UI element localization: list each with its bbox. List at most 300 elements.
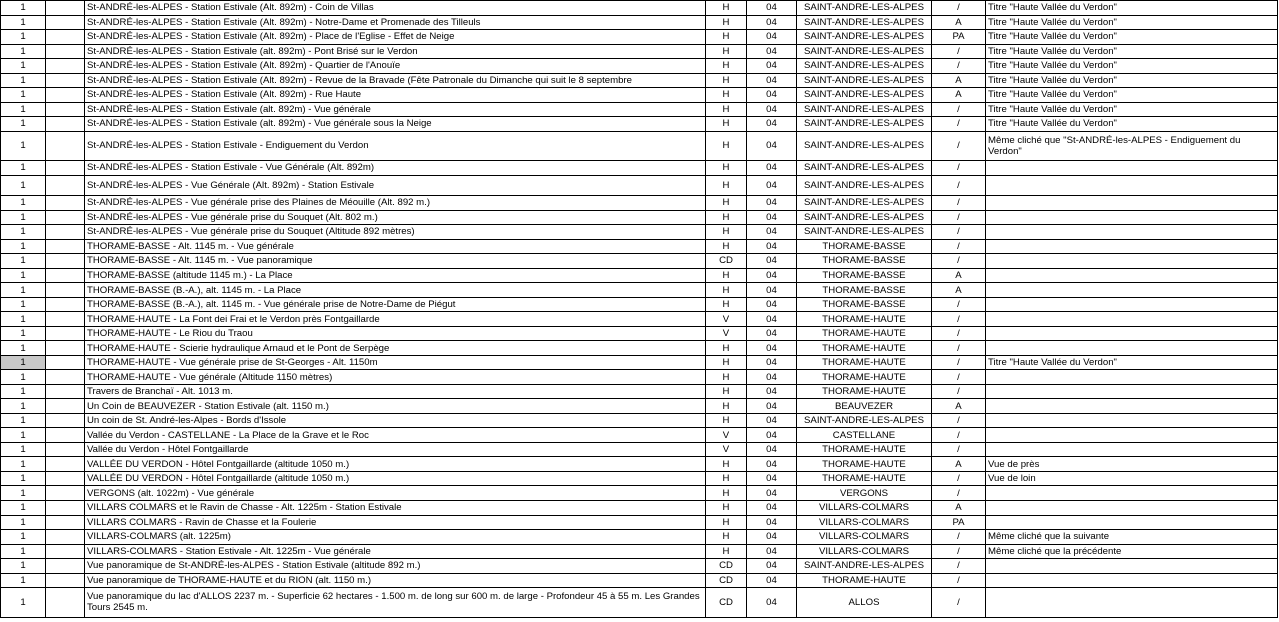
- format-cell: H: [706, 1, 747, 16]
- condition-cell: /: [932, 428, 986, 443]
- note-cell: [986, 239, 1278, 254]
- condition-cell: /: [932, 471, 986, 486]
- city-cell: SAINT-ANDRE-LES-ALPES: [797, 30, 932, 45]
- department-cell: 04: [747, 1, 797, 16]
- blank-cell: [46, 399, 85, 414]
- table-row: [1, 442, 1278, 457]
- title-cell: THORAME-HAUTE - Scierie hydraulique Arnaud et le Pont de Serpège: [85, 341, 706, 356]
- blank-cell: [46, 283, 85, 298]
- table-row: [1, 341, 1278, 356]
- table-row: [1, 297, 1278, 312]
- city-cell: THORAME-HAUTE: [797, 384, 932, 399]
- city-cell: SAINT-ANDRE-LES-ALPES: [797, 44, 932, 59]
- quantity-cell: 1: [1, 175, 46, 196]
- department-cell: 04: [747, 355, 797, 370]
- table-row: [1, 515, 1278, 530]
- note-cell: [986, 399, 1278, 414]
- department-cell: 04: [747, 515, 797, 530]
- table-row: [1, 500, 1278, 515]
- condition-cell: /: [932, 559, 986, 574]
- city-cell: VILLARS-COLMARS: [797, 500, 932, 515]
- blank-cell: [46, 312, 85, 327]
- blank-cell: [46, 225, 85, 240]
- format-cell: H: [706, 73, 747, 88]
- city-cell: THORAME-HAUTE: [797, 471, 932, 486]
- quantity-cell: 1: [1, 297, 46, 312]
- title-cell: St-ANDRÉ-les-ALPES - Station Estivale (Alt. 892m) - Coin de Villas: [85, 1, 706, 16]
- department-cell: 04: [747, 413, 797, 428]
- table-row: [1, 312, 1278, 327]
- format-cell: CD: [706, 588, 747, 618]
- format-cell: H: [706, 268, 747, 283]
- table-row: [1, 161, 1278, 176]
- note-cell: [986, 210, 1278, 225]
- blank-cell: [46, 544, 85, 559]
- format-cell: CD: [706, 254, 747, 269]
- note-cell: Titre "Haute Vallée du Verdon": [986, 88, 1278, 103]
- format-cell: H: [706, 88, 747, 103]
- city-cell: THORAME-HAUTE: [797, 442, 932, 457]
- condition-cell: /: [932, 59, 986, 74]
- format-cell: H: [706, 355, 747, 370]
- blank-cell: [46, 131, 85, 161]
- condition-cell: /: [932, 544, 986, 559]
- title-cell: VALLÉE DU VERDON - Hôtel Fontgaillarde (altitude 1050 m.): [85, 457, 706, 472]
- format-cell: V: [706, 428, 747, 443]
- note-cell: [986, 413, 1278, 428]
- quantity-cell: 1: [1, 161, 46, 176]
- note-cell: Titre "Haute Vallée du Verdon": [986, 117, 1278, 132]
- department-cell: 04: [747, 44, 797, 59]
- condition-cell: A: [932, 500, 986, 515]
- city-cell: THORAME-HAUTE: [797, 457, 932, 472]
- condition-cell: /: [932, 44, 986, 59]
- note-cell: [986, 442, 1278, 457]
- note-cell: Titre "Haute Vallée du Verdon": [986, 44, 1278, 59]
- condition-cell: PA: [932, 30, 986, 45]
- condition-cell: /: [932, 210, 986, 225]
- city-cell: THORAME-HAUTE: [797, 370, 932, 385]
- quantity-cell: 1: [1, 254, 46, 269]
- department-cell: 04: [747, 341, 797, 356]
- title-cell: St-ANDRÉ-les-ALPES - Station Estivale (Alt. 892m) - Quartier de l'Anouïe: [85, 59, 706, 74]
- blank-cell: [46, 573, 85, 588]
- quantity-cell[interactable]: 1: [1, 355, 46, 370]
- blank-cell: [46, 117, 85, 132]
- city-cell: THORAME-HAUTE: [797, 573, 932, 588]
- blank-cell: [46, 370, 85, 385]
- department-cell: 04: [747, 384, 797, 399]
- department-cell: 04: [747, 370, 797, 385]
- format-cell: H: [706, 59, 747, 74]
- city-cell: THORAME-BASSE: [797, 283, 932, 298]
- city-cell: THORAME-HAUTE: [797, 312, 932, 327]
- format-cell: H: [706, 530, 747, 545]
- format-cell: H: [706, 486, 747, 501]
- city-cell: SAINT-ANDRE-LES-ALPES: [797, 131, 932, 161]
- condition-cell: A: [932, 15, 986, 30]
- department-cell: 04: [747, 457, 797, 472]
- table-row: [1, 59, 1278, 74]
- blank-cell: [46, 268, 85, 283]
- department-cell: 04: [747, 59, 797, 74]
- condition-cell: /: [932, 588, 986, 618]
- title-cell: VERGONS (alt. 1022m) - Vue générale: [85, 486, 706, 501]
- title-cell: St-ANDRÉ-les-ALPES - Vue Générale (Alt. 892m) - Station Estivale: [85, 175, 706, 196]
- table-row: [1, 239, 1278, 254]
- city-cell: THORAME-BASSE: [797, 297, 932, 312]
- table-row: [1, 544, 1278, 559]
- format-cell: H: [706, 102, 747, 117]
- title-cell: VILLARS-COLMARS - Station Estivale - Alt. 1225m - Vue générale: [85, 544, 706, 559]
- table-row: [1, 370, 1278, 385]
- table-row: [1, 428, 1278, 443]
- quantity-cell: 1: [1, 442, 46, 457]
- note-cell: Titre "Haute Vallée du Verdon": [986, 355, 1278, 370]
- city-cell: SAINT-ANDRE-LES-ALPES: [797, 88, 932, 103]
- title-cell: Un coin de St. André-les-Alpes - Bords d'Issole: [85, 413, 706, 428]
- quantity-cell: 1: [1, 131, 46, 161]
- department-cell: 04: [747, 573, 797, 588]
- table-row: [1, 588, 1278, 618]
- department-cell: 04: [747, 210, 797, 225]
- title-cell: St-ANDRÉ-les-ALPES - Vue générale prise du Souquet (Alt. 802 m.): [85, 210, 706, 225]
- title-cell: THORAME-BASSE - Alt. 1145 m. - Vue générale: [85, 239, 706, 254]
- department-cell: 04: [747, 399, 797, 414]
- quantity-cell: 1: [1, 559, 46, 574]
- table-row: [1, 175, 1278, 196]
- blank-cell: [46, 428, 85, 443]
- table-row: [1, 225, 1278, 240]
- note-cell: [986, 254, 1278, 269]
- table-row: [1, 102, 1278, 117]
- blank-cell: [46, 239, 85, 254]
- title-cell: St-ANDRÉ-les-ALPES - Station Estivale (Alt. 892m) - Notre-Dame et Promenade des Tilleuls: [85, 15, 706, 30]
- quantity-cell: 1: [1, 1, 46, 16]
- quantity-cell: 1: [1, 268, 46, 283]
- note-cell: Vue de loin: [986, 471, 1278, 486]
- title-cell: Vue panoramique du lac d'ALLOS 2237 m. - Superficie 62 hectares - 1.500 m. de long sur 600 m. de large - Profondeur 45 à 55 m. Les Grandes Tours 2545 m.: [85, 588, 706, 618]
- city-cell: VILLARS-COLMARS: [797, 515, 932, 530]
- condition-cell: /: [932, 370, 986, 385]
- note-cell: Titre "Haute Vallée du Verdon": [986, 15, 1278, 30]
- table-row: [1, 88, 1278, 103]
- condition-cell: /: [932, 326, 986, 341]
- city-cell: SAINT-ANDRE-LES-ALPES: [797, 210, 932, 225]
- condition-cell: PA: [932, 515, 986, 530]
- city-cell: SAINT-ANDRE-LES-ALPES: [797, 102, 932, 117]
- title-cell: St-ANDRÉ-les-ALPES - Station Estivale (Alt. 892m) - Revue de la Bravade (Fête Patronale du Dimanche qui suit le 8 septembre: [85, 73, 706, 88]
- quantity-cell: 1: [1, 457, 46, 472]
- format-cell: H: [706, 210, 747, 225]
- department-cell: 04: [747, 196, 797, 211]
- table-row: [1, 131, 1278, 161]
- condition-cell: A: [932, 457, 986, 472]
- condition-cell: /: [932, 117, 986, 132]
- blank-cell: [46, 175, 85, 196]
- city-cell: THORAME-BASSE: [797, 268, 932, 283]
- note-cell: [986, 384, 1278, 399]
- condition-cell: /: [932, 341, 986, 356]
- department-cell: 04: [747, 15, 797, 30]
- format-cell: H: [706, 515, 747, 530]
- format-cell: CD: [706, 573, 747, 588]
- format-cell: H: [706, 175, 747, 196]
- table-row: [1, 30, 1278, 45]
- quantity-cell: 1: [1, 30, 46, 45]
- quantity-cell: 1: [1, 196, 46, 211]
- quantity-cell: 1: [1, 370, 46, 385]
- table-row: [1, 573, 1278, 588]
- title-cell: St-ANDRÉ-les-ALPES - Station Estivale (alt. 892m) - Vue générale sous la Neige: [85, 117, 706, 132]
- quantity-cell: 1: [1, 530, 46, 545]
- condition-cell: /: [932, 530, 986, 545]
- condition-cell: /: [932, 239, 986, 254]
- format-cell: V: [706, 442, 747, 457]
- title-cell: VILLARS COLMARS et le Ravin de Chasse - Alt. 1225m - Station Estivale: [85, 500, 706, 515]
- blank-cell: [46, 161, 85, 176]
- blank-cell: [46, 384, 85, 399]
- blank-cell: [46, 486, 85, 501]
- table-row: [1, 530, 1278, 545]
- condition-cell: /: [932, 102, 986, 117]
- title-cell: Vallée du Verdon - CASTELLANE - La Place de la Grave et le Roc: [85, 428, 706, 443]
- quantity-cell: 1: [1, 312, 46, 327]
- format-cell: H: [706, 283, 747, 298]
- city-cell: SAINT-ANDRE-LES-ALPES: [797, 73, 932, 88]
- condition-cell: /: [932, 312, 986, 327]
- format-cell: H: [706, 297, 747, 312]
- blank-cell: [46, 196, 85, 211]
- quantity-cell: 1: [1, 326, 46, 341]
- table-row: [1, 326, 1278, 341]
- blank-cell: [46, 102, 85, 117]
- quantity-cell: 1: [1, 210, 46, 225]
- note-cell: [986, 341, 1278, 356]
- department-cell: 04: [747, 442, 797, 457]
- note-cell: [986, 326, 1278, 341]
- quantity-cell: 1: [1, 428, 46, 443]
- title-cell: THORAME-HAUTE - Vue générale prise de St-Georges - Alt. 1150m: [85, 355, 706, 370]
- note-cell: [986, 573, 1278, 588]
- format-cell: H: [706, 196, 747, 211]
- title-cell: Vue panoramique de THORAME-HAUTE et du RION (alt. 1150 m.): [85, 573, 706, 588]
- note-cell: [986, 370, 1278, 385]
- department-cell: 04: [747, 544, 797, 559]
- title-cell: THORAME-HAUTE - Vue générale (Altitude 1150 mètres): [85, 370, 706, 385]
- quantity-cell: 1: [1, 384, 46, 399]
- title-cell: VALLÉE DU VERDON - Hôtel Fontgaillarde (altitude 1050 m.): [85, 471, 706, 486]
- quantity-cell: 1: [1, 283, 46, 298]
- note-cell: [986, 175, 1278, 196]
- department-cell: 04: [747, 486, 797, 501]
- format-cell: H: [706, 413, 747, 428]
- format-cell: H: [706, 500, 747, 515]
- department-cell: 04: [747, 559, 797, 574]
- format-cell: H: [706, 544, 747, 559]
- quantity-cell: 1: [1, 486, 46, 501]
- condition-cell: A: [932, 283, 986, 298]
- format-cell: H: [706, 341, 747, 356]
- quantity-cell: 1: [1, 44, 46, 59]
- city-cell: THORAME-BASSE: [797, 239, 932, 254]
- table-row: [1, 471, 1278, 486]
- department-cell: 04: [747, 225, 797, 240]
- format-cell: H: [706, 239, 747, 254]
- blank-cell: [46, 88, 85, 103]
- blank-cell: [46, 254, 85, 269]
- city-cell: SAINT-ANDRE-LES-ALPES: [797, 413, 932, 428]
- city-cell: SAINT-ANDRE-LES-ALPES: [797, 161, 932, 176]
- department-cell: 04: [747, 239, 797, 254]
- city-cell: SAINT-ANDRE-LES-ALPES: [797, 15, 932, 30]
- department-cell: 04: [747, 102, 797, 117]
- table-row: [1, 457, 1278, 472]
- blank-cell: [46, 442, 85, 457]
- note-cell: Titre "Haute Vallée du Verdon": [986, 73, 1278, 88]
- table-row: [1, 384, 1278, 399]
- title-cell: VILLARS-COLMARS (alt. 1225m): [85, 530, 706, 545]
- format-cell: H: [706, 370, 747, 385]
- blank-cell: [46, 1, 85, 16]
- quantity-cell: 1: [1, 225, 46, 240]
- format-cell: H: [706, 399, 747, 414]
- note-cell: Même cliché que la précédente: [986, 544, 1278, 559]
- table-row: [1, 399, 1278, 414]
- quantity-cell: 1: [1, 573, 46, 588]
- note-cell: Titre "Haute Vallée du Verdon": [986, 59, 1278, 74]
- table-body: [1, 1, 1278, 618]
- condition-cell: A: [932, 399, 986, 414]
- quantity-cell: 1: [1, 471, 46, 486]
- city-cell: ALLOS: [797, 588, 932, 618]
- department-cell: 04: [747, 326, 797, 341]
- condition-cell: /: [932, 297, 986, 312]
- title-cell: St-ANDRÉ-les-ALPES - Station Estivale (alt. 892m) - Vue générale: [85, 102, 706, 117]
- title-cell: Travers de Branchaï - Alt. 1013 m.: [85, 384, 706, 399]
- city-cell: SAINT-ANDRE-LES-ALPES: [797, 225, 932, 240]
- format-cell: V: [706, 312, 747, 327]
- condition-cell: /: [932, 225, 986, 240]
- blank-cell: [46, 15, 85, 30]
- title-cell: THORAME-HAUTE - La Font dei Frai et le Verdon près Fontgaillarde: [85, 312, 706, 327]
- title-cell: St-ANDRÉ-les-ALPES - Station Estivale - Vue Générale (Alt. 892m): [85, 161, 706, 176]
- condition-cell: /: [932, 384, 986, 399]
- department-cell: 04: [747, 268, 797, 283]
- format-cell: H: [706, 30, 747, 45]
- blank-cell: [46, 210, 85, 225]
- department-cell: 04: [747, 73, 797, 88]
- blank-cell: [46, 457, 85, 472]
- condition-cell: /: [932, 486, 986, 501]
- format-cell: H: [706, 161, 747, 176]
- note-cell: Titre "Haute Vallée du Verdon": [986, 102, 1278, 117]
- city-cell: THORAME-HAUTE: [797, 326, 932, 341]
- note-cell: [986, 559, 1278, 574]
- title-cell: St-ANDRÉ-les-ALPES - Station Estivale (Alt. 892m) - Rue Haute: [85, 88, 706, 103]
- note-cell: [986, 515, 1278, 530]
- format-cell: H: [706, 15, 747, 30]
- quantity-cell: 1: [1, 15, 46, 30]
- condition-cell: /: [932, 175, 986, 196]
- format-cell: H: [706, 117, 747, 132]
- title-cell: St-ANDRÉ-les-ALPES - Station Estivale (alt. 892m) - Pont Brisé sur le Verdon: [85, 44, 706, 59]
- table-row: [1, 44, 1278, 59]
- table-row: [1, 283, 1278, 298]
- note-cell: [986, 500, 1278, 515]
- title-cell: Vue panoramique de St-ANDRÉ-les-ALPES - Station Estivale (altitude 892 m.): [85, 559, 706, 574]
- note-cell: Même cliché que "St-ANDRÉ-les-ALPES - Endiguement du Verdon": [986, 131, 1278, 161]
- quantity-cell: 1: [1, 341, 46, 356]
- note-cell: [986, 486, 1278, 501]
- note-cell: Titre "Haute Vallée du Verdon": [986, 30, 1278, 45]
- city-cell: VILLARS-COLMARS: [797, 530, 932, 545]
- format-cell: H: [706, 44, 747, 59]
- format-cell: H: [706, 131, 747, 161]
- table-row: [1, 355, 1278, 370]
- table-row: [1, 117, 1278, 132]
- note-cell: [986, 588, 1278, 618]
- condition-cell: /: [932, 355, 986, 370]
- title-cell: St-ANDRÉ-les-ALPES - Vue générale prise des Plaines de Méouille (Alt. 892 m.): [85, 196, 706, 211]
- blank-cell: [46, 471, 85, 486]
- quantity-cell: 1: [1, 117, 46, 132]
- table-row: [1, 210, 1278, 225]
- city-cell: SAINT-ANDRE-LES-ALPES: [797, 1, 932, 16]
- department-cell: 04: [747, 471, 797, 486]
- blank-cell: [46, 341, 85, 356]
- condition-cell: A: [932, 73, 986, 88]
- quantity-cell: 1: [1, 544, 46, 559]
- format-cell: H: [706, 384, 747, 399]
- condition-cell: A: [932, 268, 986, 283]
- blank-cell: [46, 559, 85, 574]
- title-cell: THORAME-HAUTE - Le Riou du Traou: [85, 326, 706, 341]
- table-row: [1, 486, 1278, 501]
- quantity-cell: 1: [1, 588, 46, 618]
- table-row: [1, 559, 1278, 574]
- table-row: [1, 1, 1278, 16]
- condition-cell: /: [932, 254, 986, 269]
- city-cell: SAINT-ANDRE-LES-ALPES: [797, 117, 932, 132]
- quantity-cell: 1: [1, 413, 46, 428]
- title-cell: Un Coin de BEAUVEZER - Station Estivale (alt. 1150 m.): [85, 399, 706, 414]
- city-cell: SAINT-ANDRE-LES-ALPES: [797, 175, 932, 196]
- condition-cell: /: [932, 573, 986, 588]
- department-cell: 04: [747, 88, 797, 103]
- department-cell: 04: [747, 254, 797, 269]
- title-cell: THORAME-BASSE - Alt. 1145 m. - Vue panoramique: [85, 254, 706, 269]
- city-cell: THORAME-HAUTE: [797, 341, 932, 356]
- blank-cell: [46, 297, 85, 312]
- table-row: [1, 413, 1278, 428]
- city-cell: SAINT-ANDRE-LES-ALPES: [797, 559, 932, 574]
- note-cell: [986, 297, 1278, 312]
- department-cell: 04: [747, 428, 797, 443]
- table-row: [1, 73, 1278, 88]
- format-cell: H: [706, 471, 747, 486]
- note-cell: [986, 428, 1278, 443]
- city-cell: BEAUVEZER: [797, 399, 932, 414]
- quantity-cell: 1: [1, 515, 46, 530]
- city-cell: SAINT-ANDRE-LES-ALPES: [797, 59, 932, 74]
- format-cell: H: [706, 457, 747, 472]
- note-cell: Même cliché que la suivante: [986, 530, 1278, 545]
- note-cell: [986, 196, 1278, 211]
- format-cell: CD: [706, 559, 747, 574]
- table-row: [1, 268, 1278, 283]
- blank-cell: [46, 44, 85, 59]
